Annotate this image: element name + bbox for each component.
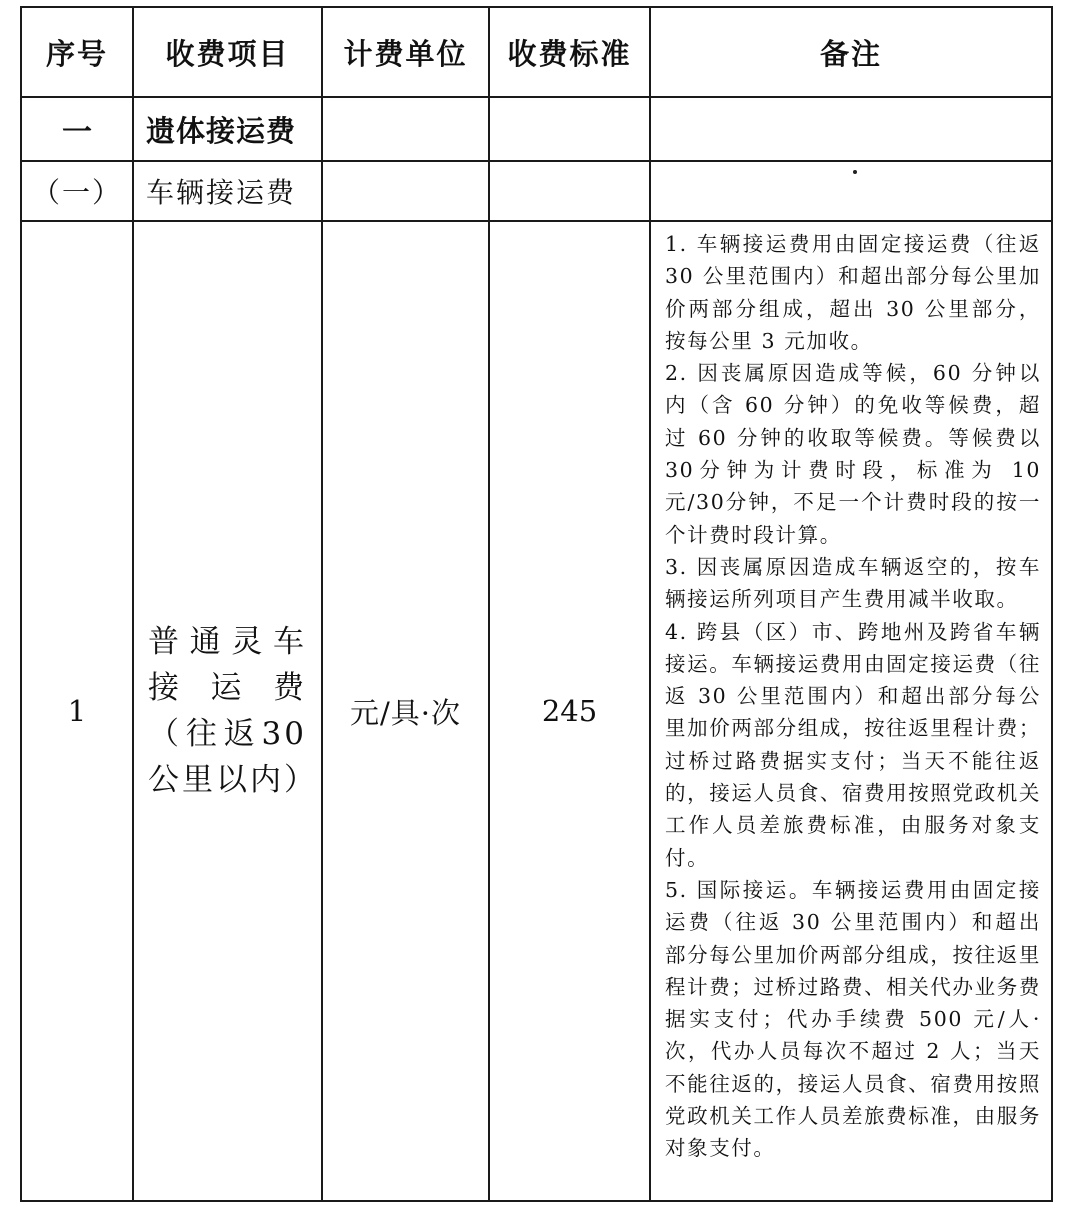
header-unit: 计费单位 <box>322 7 489 97</box>
empty-cell <box>650 161 1052 221</box>
empty-cell <box>322 161 489 221</box>
section-title: 遗体接运费 <box>133 97 322 161</box>
item-unit: 元/具·次 <box>322 221 489 1201</box>
section-row <box>21 97 1052 161</box>
empty-cell <box>322 97 489 161</box>
subsection-row <box>21 161 1052 221</box>
empty-cell <box>650 97 1052 161</box>
header-standard: 收费标准 <box>489 7 650 97</box>
note-paragraph: 3. 因丧属原因造成车辆返空的，按车辆接运所列项目产生费用减半收取。 <box>665 554 1041 612</box>
header-number: 序号 <box>21 7 133 97</box>
subsection-title: 车辆接运费 <box>133 161 322 221</box>
section-number: 一 <box>21 97 133 161</box>
note-paragraph: 5. 国际接运。车辆接运费用由固定接运费（往返 30 公里范围内）和超出部分每公里加价两部分组成，按往返里程计费；过桥过路费、相关代办业务费据实支付；代办手续费 500 元/人·次，代办人员每次不超过 2 人；当天不能往返的，接运人员食、宿费用按照党政机关工作人员差旅费标准，由服务对象支付。 <box>665 877 1041 1161</box>
note-paragraph: 2. 因丧属原因造成等候，60 分钟以内（含 60 分钟）的免收等候费，超过 60 分钟的收取等候费。等候费以30分钟为计费时段，标准为 10 元/30分钟，不足一个计费时段的按一个计费时段计算。 <box>665 361 1041 547</box>
empty-cell <box>489 161 650 221</box>
subsection-number: （一） <box>21 161 133 221</box>
header-remarks: 备注 <box>650 7 1052 97</box>
item-name: 普通灵车接运费（往返30公里以内） <box>133 221 322 1201</box>
header-row <box>21 7 1052 97</box>
fee-table <box>20 6 1053 1202</box>
item-notes <box>650 221 1052 1201</box>
empty-cell <box>489 97 650 161</box>
header-item: 收费项目 <box>133 7 322 97</box>
note-paragraph: 4. 跨县（区）市、跨地州及跨省车辆接运。车辆接运费用由固定接运费（往返 30 公里范围内）和超出部分每公里加价两部分组成，按往返里程计费；过桥过路费据实支付；当天不能往返的，接运人员食、宿费用按照党政机关工作人员差旅费标准，由服务对象支付。 <box>665 619 1041 870</box>
item-price: 245 <box>489 221 650 1201</box>
item-number: 1 <box>21 221 133 1201</box>
fee-table-page <box>20 6 1051 1192</box>
stray-dot <box>853 170 857 174</box>
note-paragraph: 1. 车辆接运费用由固定接运费（往返 30 公里范围内）和超出部分每公里加价两部分组成，超出 30 公里部分，按每公里 3 元加收。 <box>665 232 1041 353</box>
item-row <box>21 221 1052 1201</box>
